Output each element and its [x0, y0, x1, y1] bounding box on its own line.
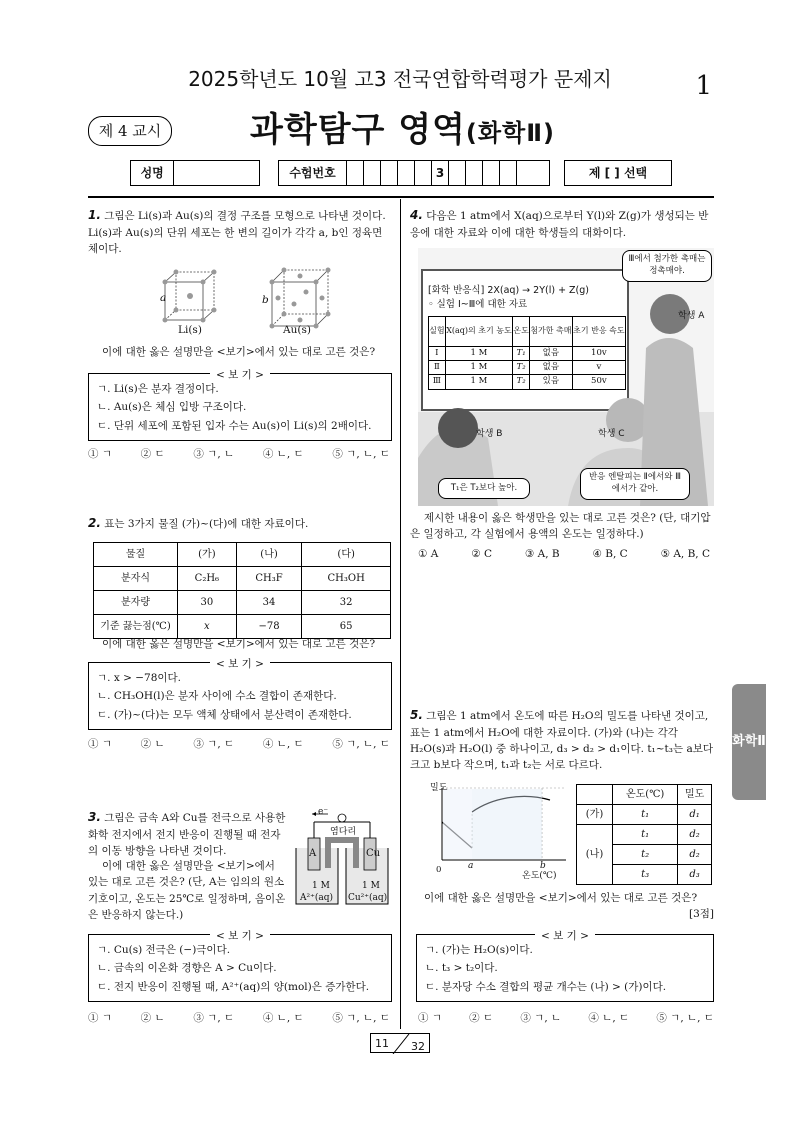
table-cell: C₂H₆: [178, 567, 237, 591]
table-cell: 없음: [529, 361, 572, 375]
table-header: 밀도: [678, 785, 712, 805]
bogi-title: < 보 기 >: [89, 927, 391, 945]
table-cell: 1 M: [445, 361, 513, 375]
table-row: [577, 825, 712, 845]
bogi-item: ㄷ. 단위 세포에 포함된 입자 수는 Au(s)이 Li(s)의 2배이다.: [97, 419, 372, 432]
answer-choices: [88, 736, 390, 752]
right-solution-conc: 1 M: [362, 881, 380, 891]
id-digit-cell[interactable]: [483, 161, 500, 185]
total-pages: 32: [411, 1040, 425, 1053]
id-digit-cell[interactable]: [517, 161, 533, 185]
table-row: [94, 567, 391, 591]
table-row: [577, 805, 712, 825]
density-graph: [422, 782, 572, 878]
id-digit-cell[interactable]: [449, 161, 466, 185]
speech-bubble-c: 반응 엔탈피는 Ⅱ에서와 Ⅲ에서가 같아.: [580, 468, 690, 500]
bogi-box: [416, 930, 714, 1002]
table-cell: 34: [236, 591, 302, 615]
choice-1[interactable]: ① ㄱ: [88, 448, 112, 460]
table-header: (가): [178, 543, 237, 567]
bogi-item: ㄱ. x > −78이다.: [97, 672, 181, 684]
bogi-item: ㄷ. (가)~(다)는 모두 액체 상태에서 분산력이 존재한다.: [97, 708, 352, 721]
student-a-label: 학생 A: [678, 311, 705, 321]
table-header: (다): [302, 543, 391, 567]
bogi-item: ㄴ. 금속의 이온화 경향은 A > Cu이다.: [97, 962, 277, 975]
choice-1[interactable]: ① ㄱ: [418, 1012, 442, 1024]
question-text: 표는 3가지 물질 (가)~(다)에 대한 자료이다.: [104, 518, 309, 530]
choice-5[interactable]: ⑤ A, B, C: [660, 548, 710, 560]
table-cell: d₂: [678, 825, 712, 845]
question-5: [410, 706, 716, 773]
table-cell: t₃: [613, 865, 678, 885]
id-digit-cell[interactable]: [466, 161, 483, 185]
edge-b-label: b: [262, 294, 269, 306]
choice-4[interactable]: ④ B, C: [592, 548, 628, 560]
table-row: [94, 615, 391, 639]
experiment-table: [428, 316, 626, 390]
au-label: Au(s): [283, 324, 311, 336]
choice-2[interactable]: ② ㄴ: [140, 1012, 165, 1024]
question-4: [410, 206, 716, 241]
table-cell: (나): [577, 825, 613, 885]
choice-box[interactable]: 제 [ ] 선택: [564, 160, 672, 186]
choice-3[interactable]: ③ ㄱ, ㄷ: [193, 1012, 235, 1024]
student-b-label: 학생 B: [476, 429, 503, 439]
table-header: 온도(℃): [613, 785, 678, 805]
choice-3[interactable]: ③ ㄱ, ㄷ: [193, 738, 235, 750]
bogi-title: < 보 기 >: [89, 655, 391, 673]
choice-1[interactable]: ① A: [418, 548, 439, 560]
table-cell: 65: [302, 615, 391, 639]
choice-3[interactable]: ③ ㄱ, ㄴ: [520, 1012, 562, 1024]
table-cell: −78: [236, 615, 302, 639]
table-cell: CH₃OH: [302, 567, 391, 591]
table-cell: v: [572, 361, 625, 375]
page-indicator: [370, 1033, 430, 1053]
table-cell: T₂: [513, 361, 530, 375]
question-number: 5.: [410, 708, 423, 722]
table-cell: T₁: [513, 347, 530, 361]
id-digit-cell[interactable]: [415, 161, 432, 185]
choice-5[interactable]: ⑤ ㄱ, ㄴ, ㄷ: [332, 738, 390, 750]
question-text: 그림은 Li(s)과 Au(s)의 결정 구조를 모형으로 나타낸 것이다. Li(s)과 Au(s)의 단위 세포는 한 변의 길이가 각각 a, b인 정육면체이다.: [88, 210, 386, 255]
board-equation: [화학 반응식] 2X(aq) → 2Y(l) + Z(g): [428, 285, 590, 296]
question-prompt: 이에 대한 옳은 설명만을 <보기>에서 있는 대로 고른 것은?: [424, 892, 698, 904]
electrode-a-label: A: [309, 848, 317, 859]
id-digit-cell[interactable]: [500, 161, 517, 185]
question-text: 다음은 1 atm에서 X(aq)으로부터 Y(l)와 Z(g)가 생성되는 반응에 대한 자료와 이에 대한 학생들의 대화이다.: [410, 210, 709, 239]
table-row: [429, 375, 626, 389]
bogi-item: ㄱ. Cu(s) 전극은 (−)극이다.: [97, 944, 231, 956]
header-rule: [88, 196, 714, 198]
density-table: [576, 784, 712, 885]
table-header: X(aq)의 초기 농도: [445, 317, 513, 347]
id-label: 수험번호: [279, 161, 347, 185]
bogi-item: ㄷ. 분자당 수소 결합의 평균 개수는 (나) > (가)이다.: [425, 980, 667, 993]
table-cell: x: [178, 615, 237, 639]
subject-side-tab: 화학Ⅱ: [732, 684, 766, 800]
choice-5[interactable]: ⑤ ㄱ, ㄴ, ㄷ: [332, 448, 390, 460]
choice-2[interactable]: ② ㄴ: [140, 738, 165, 750]
table-cell: 10v: [572, 347, 625, 361]
table-cell: t₂: [613, 845, 678, 865]
graph-x-label: 온도(℃): [522, 871, 557, 881]
table-header: 물질: [94, 543, 178, 567]
question-number: 3.: [88, 810, 101, 824]
id-digit-cell: 3: [432, 161, 449, 185]
current-page: 11: [375, 1037, 389, 1050]
table-cell: t₁: [613, 825, 678, 845]
name-label: 성명: [131, 161, 174, 185]
speech-bubble-a: Ⅲ에서 첨가한 촉매는 정촉매야.: [622, 250, 712, 282]
bulb-icon: [338, 814, 346, 822]
question-number: 4.: [410, 208, 423, 222]
bogi-box: [88, 658, 392, 730]
bogi-box: [88, 930, 392, 1002]
answer-choices: [88, 1010, 390, 1026]
column-divider: [400, 199, 401, 1029]
question-number: 1.: [88, 208, 101, 222]
choice-2[interactable]: ② ㄷ: [469, 1012, 494, 1024]
subject-title: [250, 104, 555, 157]
right-solution: Cu²⁺(aq): [348, 893, 388, 903]
board-subtitle: ◦ 실험 Ⅰ~Ⅲ에 대한 자료: [428, 299, 528, 310]
question-prompt: 이에 대한 옳은 설명만을 <보기>에서 있는 대로 고른 것은?: [102, 346, 376, 358]
table-cell: T₂: [513, 375, 530, 389]
table-header: 초기 반응 속도: [572, 317, 625, 347]
left-solution: A²⁺(aq): [300, 893, 334, 903]
graph-a-label: a: [468, 861, 474, 871]
choice-3[interactable]: ③ ㄱ, ㄴ: [193, 448, 235, 460]
graph-b-label: b: [540, 861, 546, 871]
table-cell: 1 M: [445, 375, 513, 389]
period-badge: 제 4 교시: [88, 116, 172, 146]
choice-1[interactable]: ① ㄱ: [88, 738, 112, 750]
name-box: [130, 160, 260, 186]
bogi-item: ㄱ. Li(s)은 분자 결정이다.: [97, 383, 219, 395]
graph-origin: 0: [436, 865, 442, 875]
bogi-item: ㄴ. Au(s)은 체심 입방 구조이다.: [97, 401, 247, 414]
table-cell: 있음: [529, 375, 572, 389]
choice-1[interactable]: ① ㄱ: [88, 1012, 112, 1024]
choice-3[interactable]: ③ A, B: [524, 548, 560, 560]
table-header: 실험: [429, 317, 446, 347]
table-header: 첨가한 촉매: [529, 317, 572, 347]
table-header: 온도: [513, 317, 530, 347]
speech-bubble-b: T₁은 T₂보다 높아.: [438, 478, 530, 499]
choice-5[interactable]: ⑤ ㄱ, ㄴ, ㄷ: [332, 1012, 390, 1024]
student-c-label: 학생 C: [598, 429, 625, 439]
table-cell: 분자량: [94, 591, 178, 615]
question-number: 2.: [88, 516, 101, 530]
name-field[interactable]: [174, 161, 259, 185]
table-cell: 50v: [572, 375, 625, 389]
question-1: [88, 206, 392, 257]
question-text: 그림은 금속 A와 Cu를 전극으로 사용한 화학 전지에서 전지 반응이 진행될 때 전자의 이동 방향을 나타낸 것이다.: [88, 812, 286, 857]
table-cell: d₁: [678, 805, 712, 825]
table-cell: CH₃F: [236, 567, 302, 591]
bogi-title: < 보 기 >: [89, 366, 391, 384]
id-digit-cell[interactable]: [347, 161, 364, 185]
table-cell: t₁: [613, 805, 678, 825]
choice-4[interactable]: ④ ㄴ, ㄷ: [262, 738, 304, 750]
question-text: 그림은 1 atm에서 온도에 따른 H₂O의 밀도를 나타낸 것이고, 표는 1 atm에서 H₂O에 대한 자료이다. (가)와 (나)는 각각 H₂O(s)과 H₂O(l) 중 하나이고, d₃ > d₂ > d₁이다. t₁~t₃는 a보다 크고 b보다 작으며, t₁과 t₂는 서로 다르다.: [410, 710, 714, 772]
table-row: [429, 347, 626, 361]
bogi-title: < 보 기 >: [417, 927, 713, 945]
bogi-item: ㄷ. 전지 반응이 진행될 때, A²⁺(aq)의 양(mol)은 증가한다.: [97, 980, 370, 993]
question-prompt: 이에 대한 옳은 설명만을 <보기>에서 있는 대로 고른 것은?: [102, 638, 376, 650]
student-info-row: [130, 160, 672, 186]
table-header: [577, 785, 613, 805]
bogi-item: ㄴ. t₃ > t₂이다.: [425, 962, 498, 975]
left-solution-conc: 1 M: [312, 881, 330, 891]
table-cell: d₂: [678, 845, 712, 865]
exam-title: 2025학년도 10월 고3 전국연합학력평가 문제지: [188, 67, 612, 91]
substance-table: [93, 542, 391, 639]
table-cell: 없음: [529, 347, 572, 361]
salt-bridge-label: 염다리: [330, 827, 357, 837]
answer-choices: [88, 446, 390, 462]
choice-2[interactable]: ② ㄷ: [140, 448, 165, 460]
table-cell: Ⅱ: [429, 361, 446, 375]
id-digit-cell[interactable]: [381, 161, 398, 185]
choice-2[interactable]: ② C: [471, 548, 493, 560]
question-2: [88, 514, 392, 533]
bogi-box: [88, 369, 392, 441]
choice-4[interactable]: ④ ㄴ, ㄷ: [262, 1012, 304, 1024]
points-label: [3점]: [688, 908, 714, 920]
li-label: Li(s): [178, 324, 202, 336]
page-number: 1: [695, 71, 712, 101]
table-header-row: [94, 543, 391, 567]
choice-5[interactable]: ⑤ ㄱ, ㄴ, ㄷ: [656, 1012, 714, 1024]
table-cell: d₃: [678, 865, 712, 885]
graph-y-label: 밀도: [430, 783, 448, 793]
table-cell: Ⅰ: [429, 347, 446, 361]
id-digit-cell[interactable]: [364, 161, 381, 185]
bogi-item: ㄴ. CH₃OH(l)은 분자 사이에 수소 결합이 존재한다.: [97, 690, 337, 703]
table-row: [94, 591, 391, 615]
table-row: [429, 361, 626, 375]
table-cell: 32: [302, 591, 391, 615]
electron-label: e⁻: [318, 807, 329, 817]
id-box: [278, 160, 550, 186]
table-cell: 분자식: [94, 567, 178, 591]
bogi-item: ㄱ. (가)는 H₂O(s)이다.: [425, 944, 533, 956]
table-header-row: [429, 317, 626, 347]
subject-sub: (화학Ⅱ): [465, 119, 556, 147]
answer-choices: [418, 546, 710, 562]
table-cell: Ⅲ: [429, 375, 446, 389]
edge-a-label: a: [160, 292, 167, 304]
table-cell: 기준 끓는점(℃): [94, 615, 178, 639]
table-header: (나): [236, 543, 302, 567]
question-prompt: 제시한 내용이 옳은 학생만을 있는 대로 고른 것은? (단, 대기압은 일정하고, 각 실험에서 용액의 온도는 일정하다.): [410, 512, 711, 541]
choice-4[interactable]: ④ ㄴ, ㄷ: [588, 1012, 630, 1024]
table-cell: (가): [577, 805, 613, 825]
id-digit-cell[interactable]: [398, 161, 415, 185]
subject-main: 과학탐구 영역: [250, 110, 466, 150]
question-3: [88, 808, 288, 859]
table-cell: 1 M: [445, 347, 513, 361]
electrode-cu-label: Cu: [366, 848, 381, 859]
table-cell: 30: [178, 591, 237, 615]
question-prompt: 이에 대한 옳은 설명만을 <보기>에서 있는 대로 고른 것은? (단, A는 임의의 원소 기호이고, 온도는 25℃로 일정하며, 음이온은 반응하지 않는다.): [88, 860, 286, 921]
table-header-row: [577, 785, 712, 805]
answer-choices: [418, 1010, 714, 1026]
choice-4[interactable]: ④ ㄴ, ㄷ: [262, 448, 304, 460]
